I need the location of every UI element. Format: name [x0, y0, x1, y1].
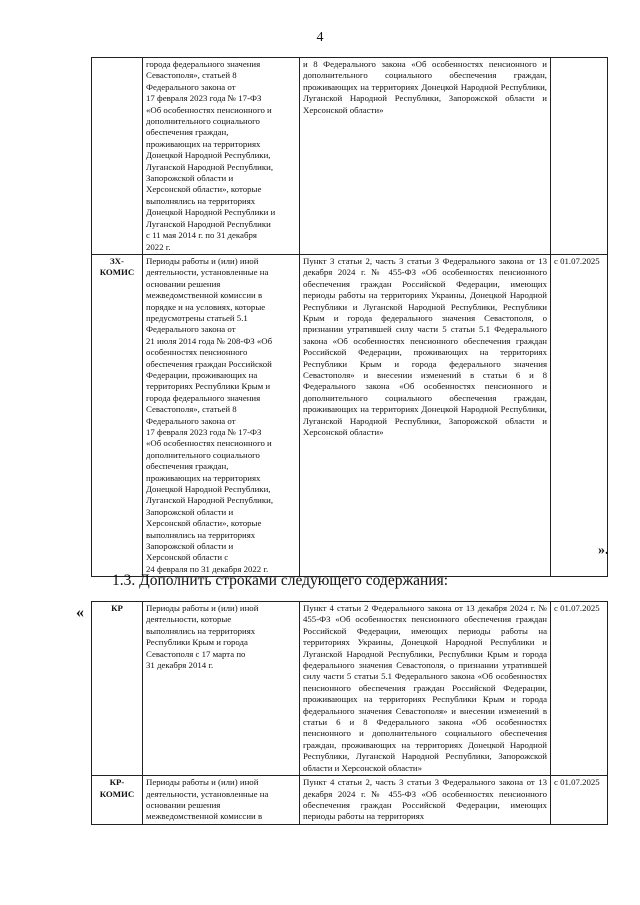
page-number: 4 [316, 30, 324, 45]
row-basis: и 8 Федерального закона «Об особенностях пенсионного и дополнительного социального обеспечения граждан, проживающих на территориях Донецкой Народной Республики, Луганской Народной Республики, Запорожской области и Херсонской области» [303, 59, 547, 115]
table-row [92, 602, 608, 776]
row-code: ЗХ- КОМИС [99, 255, 135, 278]
row-description: города федерального значения Севастополя», статьей 8 Федерального закона от 17 февраля 2023 года № 17-ФЗ «Об особенностях пенсионного и дополнительного социального обеспечения граждан, проживающих на территориях Донецкой Народной Республики, Луганской Народной Республики, Запорожской области и Херсонской области», которые выполнялись на территориях Донецкой Народной Республики и Луганской Народной Республики с 11 мая 2014 г. по 31 декабря 2022 г. [146, 59, 276, 252]
opening-quote: « [76, 604, 84, 621]
row-basis: Пункт 4 статьи 2, часть 3 статьи 3 Федерального закона от 13 декабря 2024 г. № 455-ФЗ «Об особенностях пенсионного обеспечения граждан Российской Федерации, имеющих периоды работы на территориях [303, 777, 547, 822]
row-description: Периоды работы и (или) иной деятельности, установленные на основании решения межведомственной комиссии в порядке и на условиях, которые предусмотрены статьей 5.1 Федерального закона от 21 июля 2014 года № 208-ФЗ «Об особенностях пенсионного обеспечения граждан Российской Федерации, проживающих на территориях Республики Крым и города федерального значения Севастополя», статьей 8 Федерального закона от 17 февраля 2023 года № 17-ФЗ «Об особенностях пенсионного и дополнительного социального обеспечения граждан, проживающих на территориях Донецкой Народной Республики, Луганской Народной Республики, Запорожской области и Херсонской области», которые выполнялись на территориях Запорожской области и Херсонской области с 24 февраля по 31 декабря 2022 г. [146, 255, 274, 574]
continuation-table [91, 57, 608, 577]
row-date: с 01.07.2025 [554, 603, 600, 613]
row-date: с 01.07.2025 [554, 777, 600, 788]
row-code: КР- КОМИС [99, 777, 135, 799]
table-row [92, 776, 608, 825]
table-row [92, 58, 608, 255]
section-heading: 1.3. Дополнить строками следующего содержания: [112, 572, 449, 589]
closing-quote: ». [598, 543, 609, 558]
row-basis: Пункт 3 статьи 2, часть 3 статьи 3 Федерального закона от 13 декабря 2024 г. № 455-ФЗ «Об особенностях пенсионного обеспечения граждан Российской Федерации, имеющих периоды работы на территориях Украины, Донецкой Народной Республики и Луганской Народной Республики, Республики Крым и города федерального значения Севастополя, о признании утратившей силу части 5 статьи 5.1 Федерального закона «Об особенностях пенсионного обеспечения граждан Российской Федерации, проживающих на территориях Республики Крым и города федерального значения Севастополя» и внесении изменений в статьи 6 и 8 Федерального закона «Об особенностях пенсионного и дополнительного социального обеспечения граждан, проживающих на территориях Донецкой Народной Республики, Луганской Народной Республики, Запорожской области и Херсонской области» [303, 255, 547, 437]
row-code: КР [111, 603, 123, 613]
added-rows-table [91, 601, 608, 825]
table-row [92, 254, 608, 576]
row-basis: Пункт 4 статьи 2 Федерального закона от 13 декабря 2024 г. № 455-ФЗ «Об особенностях пенсионного обеспечения граждан Российской Федерации, имеющих периоды работы на территориях Украины, Донецкой Народной Республики и Луганской Народной Республики, Республики Крым и города федерального значения Севастополя, о признании утратившей силу части 5 статьи 5.1 Федерального закона «Об особенностях пенсионного обеспечения граждан Российской Федерации, проживающих на территориях Республики Крым и города федерального значения Севастополя» и внесении изменений в статьи 6 и 8 Федерального закона «Об особенностях пенсионного и дополнительного социального обеспечения граждан, проживающих на территориях Донецкой Народной Республики, Луганской Народной Республики, Запорожской области и Херсонской области» [303, 603, 547, 773]
row-description: Периоды работы и (или) иной деятельности, установленные на основании решения межведомственной комиссии в [146, 777, 269, 822]
row-date: с 01.07.2025 [554, 255, 600, 266]
row-description: Периоды работы и (или) иной деятельности, которые выполнялись на территориях Республики Крым и города Севастополя с 17 марта по 31 декабря 2014 г. [146, 603, 259, 671]
